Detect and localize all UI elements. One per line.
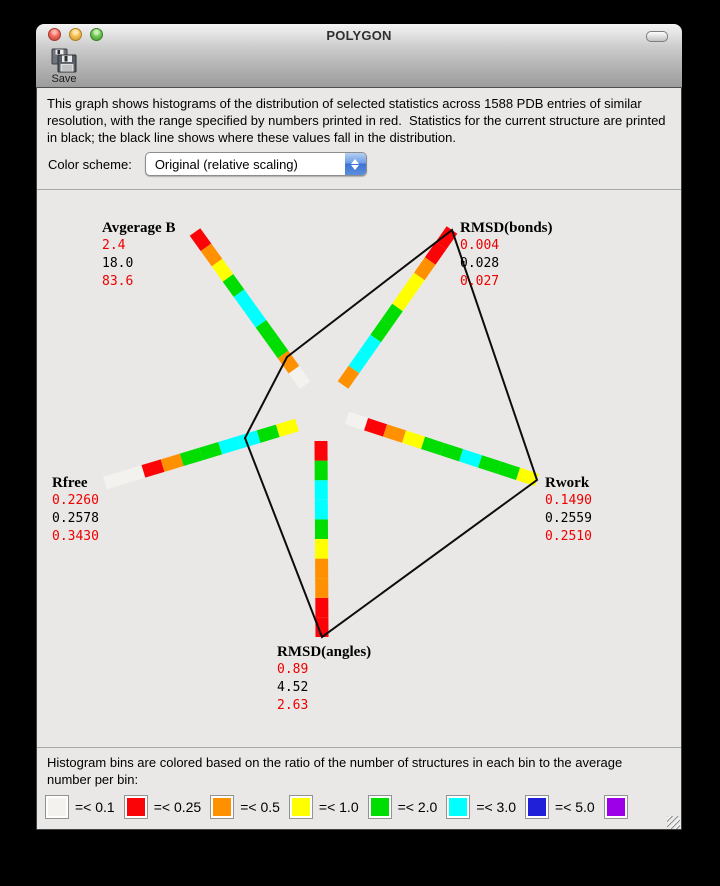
color-chip: [48, 798, 66, 816]
color-chip: [528, 798, 546, 816]
histogram-bin-segment: [347, 418, 366, 424]
range-min-value: 0.89: [277, 662, 309, 677]
spoke-rwork: [347, 418, 537, 480]
histogram-bin-segment: [430, 246, 441, 262]
histogram-bin-segment: [220, 442, 239, 448]
histogram-bin-segment: [261, 324, 272, 339]
description-panel: [37, 88, 681, 190]
range-max-value: 83.6: [102, 274, 134, 289]
range-min-value: 2.4: [102, 238, 126, 253]
window-chrome: [36, 24, 682, 88]
legend-swatch-yellow: [289, 795, 313, 819]
legend-swatch-purple: [604, 795, 628, 819]
spoke-label-angles: [277, 643, 371, 715]
histogram-bin-segment: [259, 431, 278, 437]
current-structure-value: 0.2578: [52, 511, 99, 526]
histogram-bin-segment: [419, 261, 430, 277]
color-chip: [449, 798, 467, 816]
current-structure-value: 0.028: [460, 256, 500, 271]
down-arrow-icon: [351, 165, 359, 170]
color-chip: [371, 798, 389, 816]
legend-bin-label: =< 0.25: [153, 799, 202, 815]
current-structure-value: 4.52: [277, 680, 309, 695]
histogram-bin-segment: [461, 455, 480, 461]
spoke-avgb: [195, 232, 305, 385]
spoke-label-rfree: [52, 474, 99, 546]
legend-bin-label: =< 2.0: [397, 799, 438, 815]
legend-swatch-red: [124, 795, 148, 819]
title-bar[interactable]: [36, 24, 682, 46]
window-title: POLYGON: [326, 28, 392, 43]
spoke-label-avgb: [102, 219, 175, 291]
statistic-name: Avgerage B: [102, 220, 176, 236]
range-max-value: 0.2510: [545, 529, 592, 544]
histogram-bin-segment: [228, 278, 239, 293]
spoke-bonds: [343, 230, 452, 385]
statistic-name: Rwork: [545, 475, 590, 491]
save-button[interactable]: [44, 48, 84, 86]
up-arrow-icon: [351, 159, 359, 164]
histogram-bin-segment: [182, 454, 201, 460]
histogram-bin-segment: [354, 354, 365, 370]
spoke-label-rwork: [545, 474, 592, 546]
histogram-bin-segment: [124, 471, 143, 477]
legend-swatch-orange: [210, 795, 234, 819]
range-max-value: 0.3430: [52, 529, 99, 544]
polygon-plot: [37, 190, 681, 747]
histogram-bin-segment: [143, 466, 162, 472]
histogram-bin-segment: [408, 277, 419, 293]
histogram-bin-segment: [442, 449, 461, 455]
description-text: This graph shows histograms of the distribution of selected statistics across 1588 PDB entries of similar resolution, with the range specified by numbers printed in red. Statistics for the current structure are printed in black; the black line shows where these values fall in the distribution.: [47, 96, 670, 145]
spoke-rfree: [105, 425, 297, 483]
histogram-bin-segment: [163, 460, 182, 466]
dropdown-stepper-icon: [345, 153, 366, 175]
legend-bin-label: =< 0.1: [75, 799, 115, 815]
histogram-bin-segment: [376, 323, 387, 339]
range-min-value: 0.1490: [545, 493, 592, 508]
histogram-bin-segment: [365, 339, 376, 355]
window-content: [36, 88, 682, 830]
legend-swatch-cyan: [446, 795, 470, 819]
color-scheme-label: Color scheme:: [48, 156, 132, 172]
legend-text: Histogram bins are colored based on the ratio of the number of structures in each bin to the average number per bin:: [47, 755, 623, 787]
color-scheme-selected-value: Original (relative scaling): [154, 156, 298, 172]
histogram-bin-segment: [201, 448, 220, 454]
histogram-bin-segment: [343, 370, 354, 386]
histogram-bin-segment: [385, 430, 404, 436]
statistic-name: Rfree: [52, 475, 88, 491]
range-max-value: 2.63: [277, 698, 309, 713]
histogram-bin-segment: [294, 370, 305, 385]
resize-grip[interactable]: [667, 816, 680, 829]
legend-swatch-green: [368, 795, 392, 819]
current-structure-value: 0.2559: [545, 511, 592, 526]
polygon-window: [36, 24, 682, 830]
histogram-bin-segment: [239, 437, 258, 443]
spoke-angles: [321, 441, 322, 637]
statistic-name: RMSD(bonds): [460, 220, 553, 236]
range-max-value: 0.027: [460, 274, 500, 289]
current-structure-value: 18.0: [102, 256, 134, 271]
color-chip: [213, 798, 231, 816]
histogram-bin-segment: [239, 293, 250, 308]
range-min-value: 0.004: [460, 238, 500, 253]
histogram-bin-segment: [195, 232, 206, 247]
floppy-disk-icon: [51, 48, 77, 73]
histogram-bin-segment: [278, 425, 297, 431]
color-scheme-row: [48, 150, 367, 178]
histogram-bin-segment: [105, 477, 124, 483]
histogram-bin-segment: [398, 292, 409, 308]
legend-bin-label: =< 1.0: [318, 799, 359, 815]
histogram-bin-segment: [217, 263, 228, 278]
toolbar: [36, 46, 682, 88]
histogram-bin-segment: [499, 468, 518, 474]
histogram-bin-segment: [272, 339, 283, 354]
range-min-value: 0.2260: [52, 493, 99, 508]
histogram-bin-segment: [480, 461, 499, 467]
legend-bins: [45, 795, 628, 819]
color-scheme-dropdown[interactable]: [145, 152, 367, 176]
legend-swatch-blue: [525, 795, 549, 819]
histogram-bin-segment: [206, 247, 217, 262]
histogram-bin-segment: [423, 443, 442, 449]
histogram-bin-segment: [387, 308, 398, 324]
legend-bin-label: =< 5.0: [555, 799, 595, 815]
legend-swatch-white: [45, 795, 69, 819]
histogram-bin-segment: [366, 424, 385, 430]
save-button-label: Save: [51, 73, 77, 85]
color-chip: [127, 798, 145, 816]
color-chip: [607, 798, 625, 816]
histogram-bin-segment: [518, 474, 537, 480]
statistic-name: RMSD(angles): [277, 644, 372, 660]
legend-panel: [37, 747, 681, 830]
legend-bin-label: =< 0.5: [240, 799, 280, 815]
spoke-label-bonds: [460, 219, 553, 291]
toolbar-toggle-button[interactable]: [646, 31, 668, 42]
legend-bin-label: =< 3.0: [476, 799, 517, 815]
color-chip: [292, 798, 310, 816]
histogram-bin-segment: [404, 437, 423, 443]
histogram-bin-segment: [250, 309, 261, 324]
